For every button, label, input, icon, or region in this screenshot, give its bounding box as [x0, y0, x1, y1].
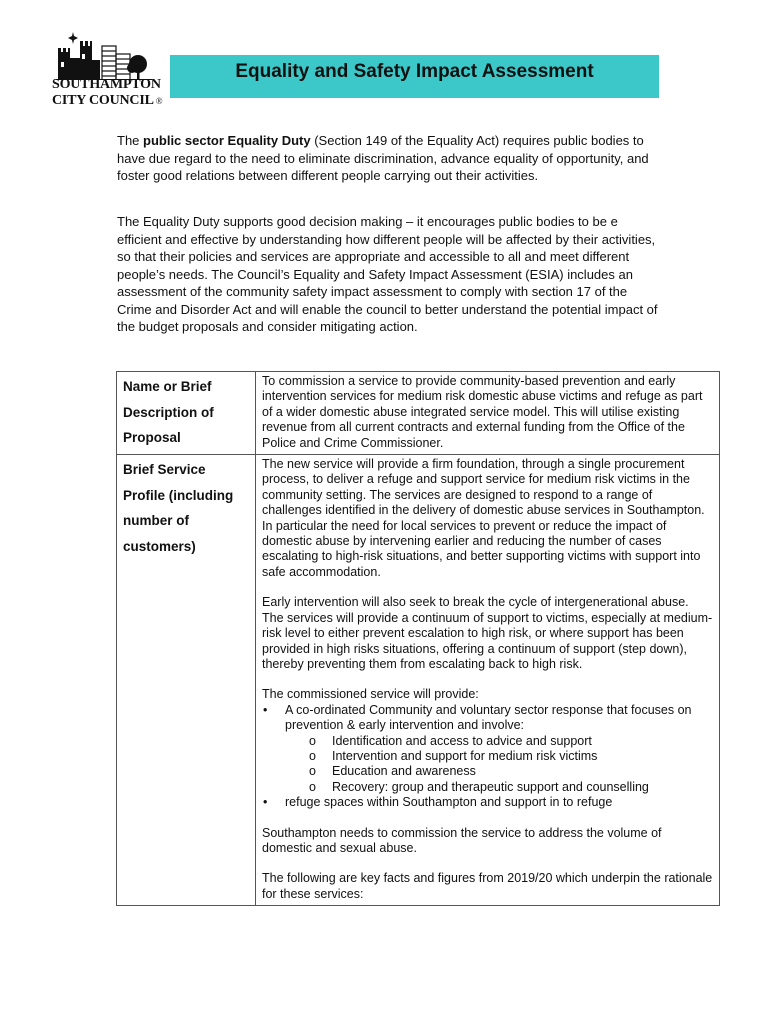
logo-line1: SOUTHAMPTON [52, 77, 161, 92]
service-profile-paragraph-3: The commissioned service will provide: [262, 687, 479, 702]
registered-mark: ® [155, 96, 163, 106]
service-profile-label: Brief Service Profile (including number of customers) [123, 462, 234, 554]
logo-line2-text: CITY COUNCIL [52, 93, 154, 108]
proposal-label: Name or Brief Description of Proposal [123, 379, 214, 445]
provision-list [262, 703, 713, 811]
intro-p1-lead: The [117, 133, 144, 148]
intro-paragraph-1 [117, 132, 662, 185]
service-profile-paragraph-4: Southampton needs to commission the service to address the volume of domestic and sexual abuse. [262, 825, 662, 855]
assessment-table [116, 371, 720, 906]
table-row-service-profile [117, 455, 720, 906]
sub-list-item: o Identification and access to advice and support [332, 734, 713, 749]
list-item-text: A co-ordinated Community and voluntary sector response that focuses on prevention & early intervention and involve: [285, 702, 692, 733]
intro-p1-rest: (Section 149 of the Equality Act) requires public bodies to have due regard to the need to eliminate discrimination, advance equality of opportunity, and foster good relations between different people carrying out their activities. [117, 133, 649, 183]
castle-logo-icon [52, 32, 157, 80]
sub-list-item: o Recovery: group and therapeutic support and counselling [332, 780, 713, 795]
service-profile-paragraph-1: The new service will provide a firm foundation, through a single procurement process, to deliver a refuge and support service for medium risk victims in the community setting. The services are designed to respond to a range of challenges identified in the delivery of domestic abuse services in Southampton. In particular the need for local services to prevent or reduce the impact of domestic abuse by intervening earlier and reducing the number of cases escalating to high-risk situations, and better supporting victims with support into safe accommodation. [262, 457, 705, 579]
table-row-proposal [117, 372, 720, 455]
service-profile-paragraph-2: Early intervention will also seek to break the cycle of intergenerational abuse. The services will provide a continuum of support to victims, especially at medium-risk level to either prevent escalation to high risk, or where support has been provided in high risks situations, offering a continuum of support (step down), thereby preventing them from escalating back to high risk. [262, 595, 713, 671]
title-banner [170, 55, 659, 98]
intro-p1-bold: public sector Equality Duty [143, 133, 311, 148]
logo-line2 [52, 93, 163, 108]
label-cell-service-profile [117, 455, 256, 906]
proposal-description: To commission a service to provide community-based prevention and early intervention services for medium risk domestic abuse victims and refuge as part of a wider domestic abuse integrated service model. This will utilise existing revenue from all current contracts and external funding from the Office of the Police and Crime Commissioner. [262, 374, 703, 450]
intro-paragraph-2: The Equality Duty supports good decision making – it encourages public bodies to be e efficient and effective by understanding how different people will be affected by their activities, so that their policies and services are appropriate and accessible to all and meet different people’s needs. The Council’s Equality and Safety Impact Assessment (ESIA) includes an assessment of the community safety impact assessment to comply with section 17 of the Crime and Disorder Act and will enable the council to better understand the potential impact of the budget proposals and consider mitigating action. [117, 214, 658, 334]
list-item [285, 703, 713, 795]
value-cell-service-profile [256, 455, 720, 906]
service-profile-paragraph-5: The following are key facts and figures from 2019/20 which underpin the rationale for these services: [262, 871, 713, 901]
list-item: • refuge spaces within Southampton and support in to refuge [285, 795, 713, 810]
page-title: Equality and Safety Impact Assessment [235, 61, 594, 82]
label-cell-proposal [117, 372, 256, 455]
sub-list-item: o Education and awareness [332, 764, 713, 779]
value-cell-proposal [256, 372, 720, 455]
council-logo [52, 32, 163, 112]
sub-list-item: o Intervention and support for medium risk victims [332, 749, 713, 764]
involve-sublist [285, 734, 713, 796]
